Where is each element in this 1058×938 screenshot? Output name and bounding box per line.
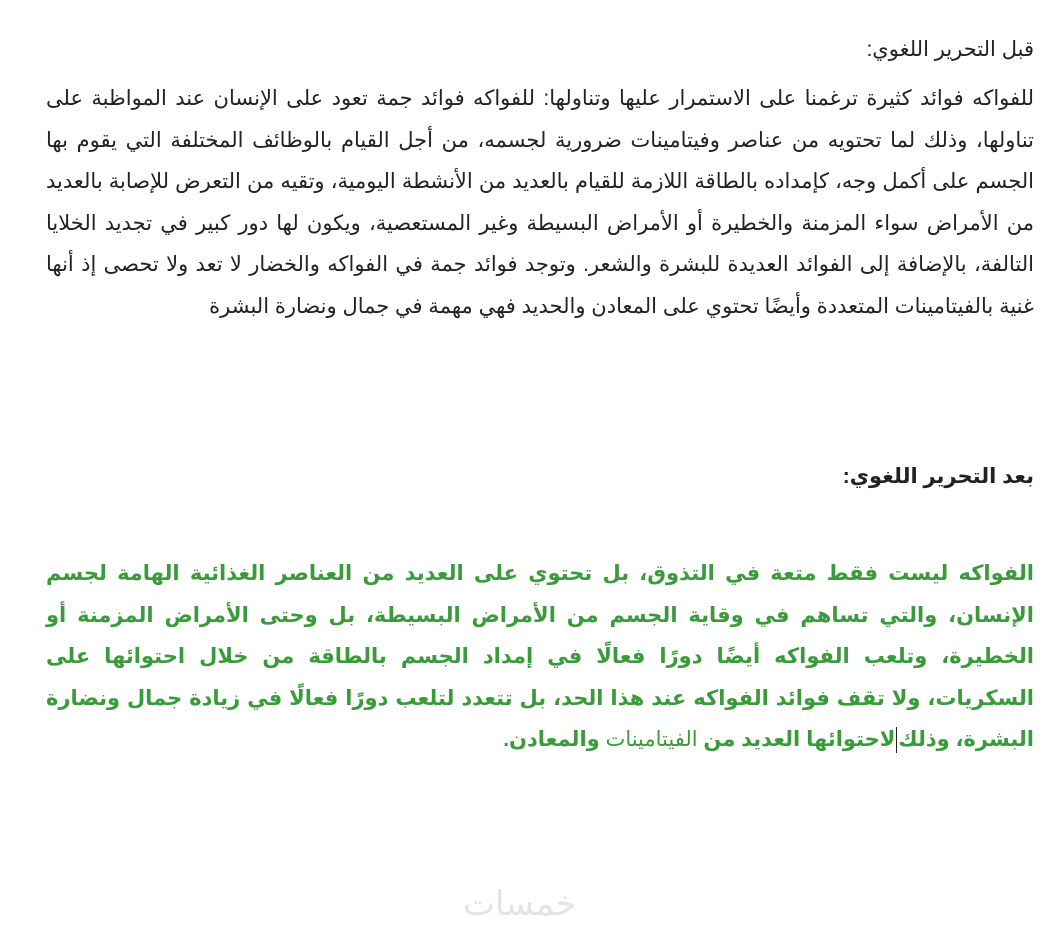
after-edit-text-part2: لاحتوائها العديد من <box>703 728 896 751</box>
after-edit-text-part4: والمعادن. <box>503 728 600 751</box>
document-body <box>46 30 1034 761</box>
before-edit-paragraph: للفواكه فوائد كثيرة ترغمنا على الاستمرار عليها وتناولها: للفواكه فوائد جمة تعود على الإنسان عند المواظبة على تناولها، وذلك لما تحتويه من عناصر وفيتامينات ضرورية لجسمه، من أجل القيام بالوظائف المختلفة التي يقوم بها الجسم على أكمل وجه، كإمداده بالطاقة اللازمة للقيام بالعديد من الأنشطة اليومية، وتقيه من التعرض للإصابة بالعديد من الأمراض سواء المزمنة والخطيرة أو الأمراض البسيطة وغير المستعصية، ويكون لها دور كبير في تجديد الخلايا التالفة، بالإضافة إلى الفوائد العديدة للبشرة والشعر. وتوجد فوائد جمة في الفواكه والخضار لا تعد ولا تحصى إذ أنها غنية بالفيتامينات المتعددة وأيضًا تحتوي على المعادن والحديد فهي مهمة في جمال ونضارة البشرة <box>46 87 1034 318</box>
khamsat-watermark: خمسات <box>463 884 577 924</box>
after-edit-text-part3: الفيتامينات <box>605 728 698 751</box>
after-edit-paragraph[interactable] <box>46 553 1034 761</box>
after-edit-text-part1: الفواكه ليست فقط متعة في التذوق، بل تحتوي على العديد من العناصر الغذائية الهامة لجسم الإنسان، والتي تساهم في وقاية الجسم من الأمراض البسيطة، بل وحتى الأمراض المزمنة أو الخطيرة، وتلعب الفواكه أيضًا دورًا فعالًا في إمداد الجسم بالطاقة من خلال احتوائها على السكريات، ولا تقف فوائد الفواكه عند هذا الحد، بل تتعدد لتلعب دورًا فعالًا في زيادة جمال ونضارة البشرة، وذلك <box>46 562 1034 751</box>
after-edit-heading: بعد التحرير اللغوي: <box>842 465 1034 488</box>
before-edit-heading: قبل التحرير اللغوي: <box>866 38 1034 61</box>
